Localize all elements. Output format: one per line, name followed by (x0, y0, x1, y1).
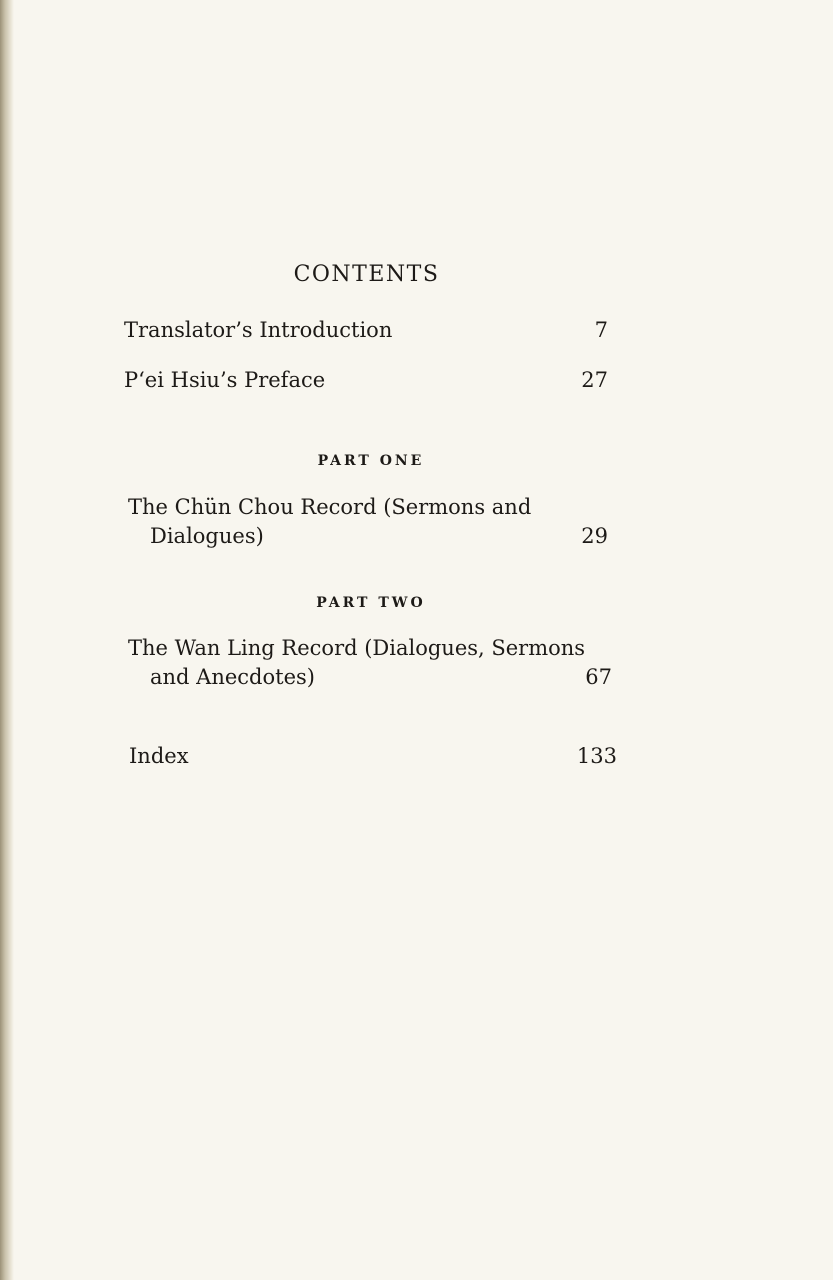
toc-page-number: 29 (581, 524, 608, 548)
toc-page-number: 27 (581, 368, 608, 392)
part-two-heading: PART TWO (316, 595, 426, 611)
contents-title: CONTENTS (293, 262, 440, 287)
toc-entry-part-two (128, 634, 614, 694)
part-one-heading: PART ONE (317, 453, 425, 469)
toc-page-number: 7 (594, 318, 608, 342)
toc-entry-title: Index (129, 744, 189, 768)
binding-shadow (0, 0, 14, 1280)
toc-entry-title-line1: The Wan Ling Record (Dialogues, Sermons (128, 636, 586, 660)
toc-page-number: 133 (576, 744, 617, 768)
toc-entry-title-line1: The Chün Chou Record (Sermons and (128, 495, 532, 519)
toc-entry-title: Translator’s Introduction (124, 318, 393, 342)
toc-entry-title: P‘ei Hsiu’s Preface (124, 368, 326, 392)
toc-page-number: 67 (585, 665, 612, 689)
toc-entry-title-line2: and Anecdotes) (150, 665, 315, 689)
toc-entry-part-one (128, 493, 614, 553)
toc-entry-title-line2: Dialogues) (150, 524, 264, 548)
